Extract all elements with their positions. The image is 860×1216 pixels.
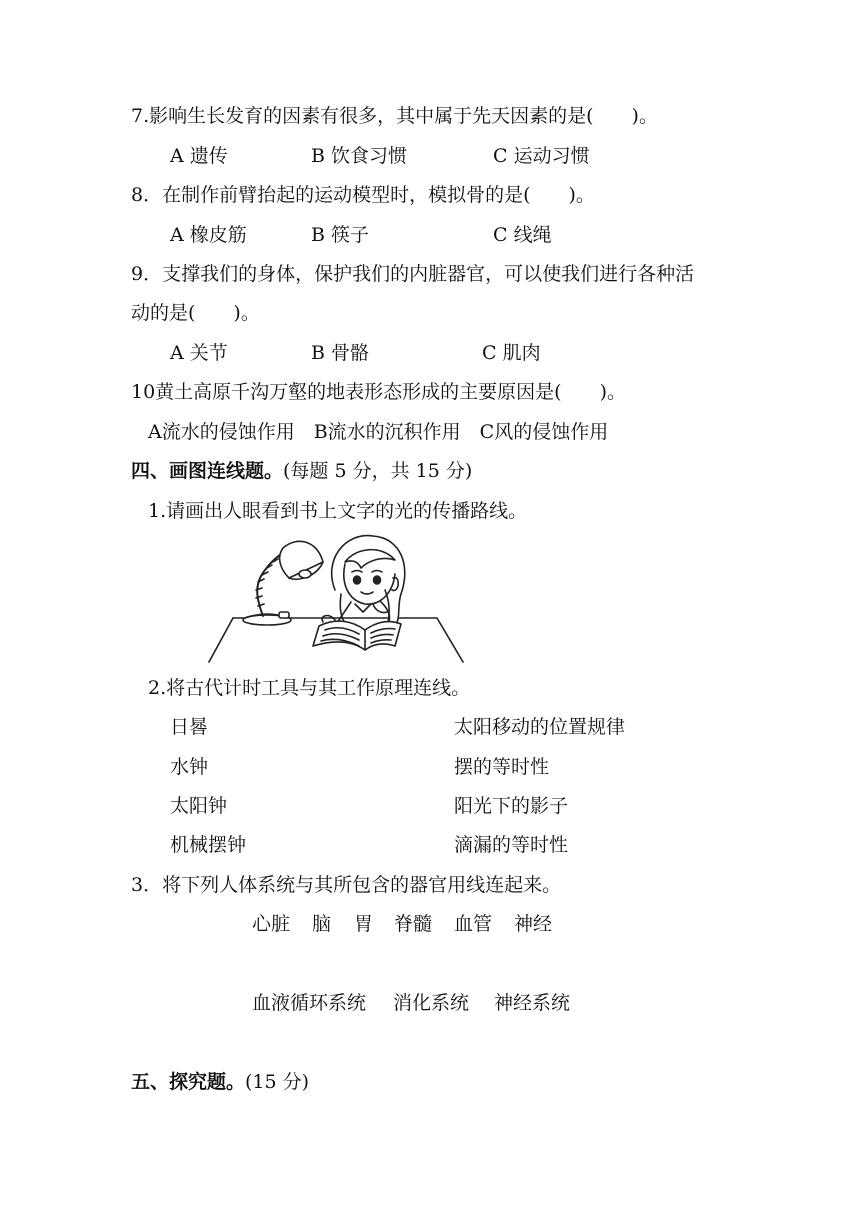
principle-item: 摆的等时性 — [454, 756, 550, 778]
section4-q2: 2.将古代计时工具与其工作原理连线。 — [148, 677, 471, 699]
section4-q3: 3．将下列人体系统与其所包含的器官用线连起来。 — [131, 874, 562, 896]
q8-option-a: A 橡皮筋 — [170, 224, 247, 246]
organ-item: 脑 — [312, 913, 332, 935]
principle-item: 太阳移动的位置规律 — [454, 716, 626, 738]
principle-item: 滴漏的等时性 — [454, 834, 569, 856]
section4-q1: 1.请画出人眼看到书上文字的光的传播路线。 — [148, 500, 528, 522]
section5-title — [131, 1070, 309, 1094]
q8-option-c: C 线绳 — [493, 224, 552, 246]
section4-title — [131, 459, 472, 483]
system-item: 消化系统 — [393, 992, 470, 1014]
principle-item: 阳光下的影子 — [454, 795, 569, 817]
organ-item: 胃 — [354, 913, 374, 935]
q7-option-c: C 运动习惯 — [493, 145, 590, 167]
system-item: 血液循环系统 — [252, 992, 367, 1014]
section5-score: (15 分) — [245, 1071, 310, 1093]
tool-item: 水钟 — [170, 756, 209, 778]
section4-heading: 四、画图连线题。 — [131, 460, 284, 482]
organ-item: 脊髓 — [394, 913, 433, 935]
q7-stem: 7.影响生长发育的因素有很多，其中属于先天因素的是( )。 — [131, 105, 658, 127]
q7-option-b: B 饮食习惯 — [311, 145, 408, 167]
q9-option-a: A 关节 — [170, 342, 228, 364]
system-item: 神经系统 — [494, 992, 571, 1014]
organ-item: 神经 — [514, 913, 553, 935]
q9-stem-line1: 9．支撑我们的身体，保护我们的内脏器官，可以使我们进行各种活 — [131, 263, 695, 285]
q10-options: A流水的侵蚀作用 B流水的沉积作用 C风的侵蚀作用 — [148, 421, 609, 443]
section5-heading: 五、探究题。 — [131, 1071, 246, 1093]
tool-item: 太阳钟 — [170, 795, 228, 817]
q9-option-c: C 肌肉 — [482, 342, 541, 364]
q8-option-b: B 筷子 — [311, 224, 370, 246]
q8-stem: 8．在制作前臂抬起的运动模型时，模拟骨的是( )。 — [131, 184, 595, 206]
tool-item: 机械摆钟 — [170, 834, 247, 856]
girl-reading-illustration — [205, 530, 470, 670]
q9-stem-line2: 动的是( )。 — [131, 302, 260, 324]
organ-item: 心脏 — [252, 913, 291, 935]
q9-option-b: B 骨骼 — [311, 342, 370, 364]
organ-item: 血管 — [454, 913, 493, 935]
section4-score: (每题 5 分，共 15 分) — [283, 460, 473, 482]
q10-stem: 10黄土高原千沟万壑的地表形态形成的主要原因是( )。 — [131, 381, 627, 403]
q7-option-a: A 遗传 — [170, 145, 228, 167]
tool-item: 日晷 — [170, 716, 209, 738]
